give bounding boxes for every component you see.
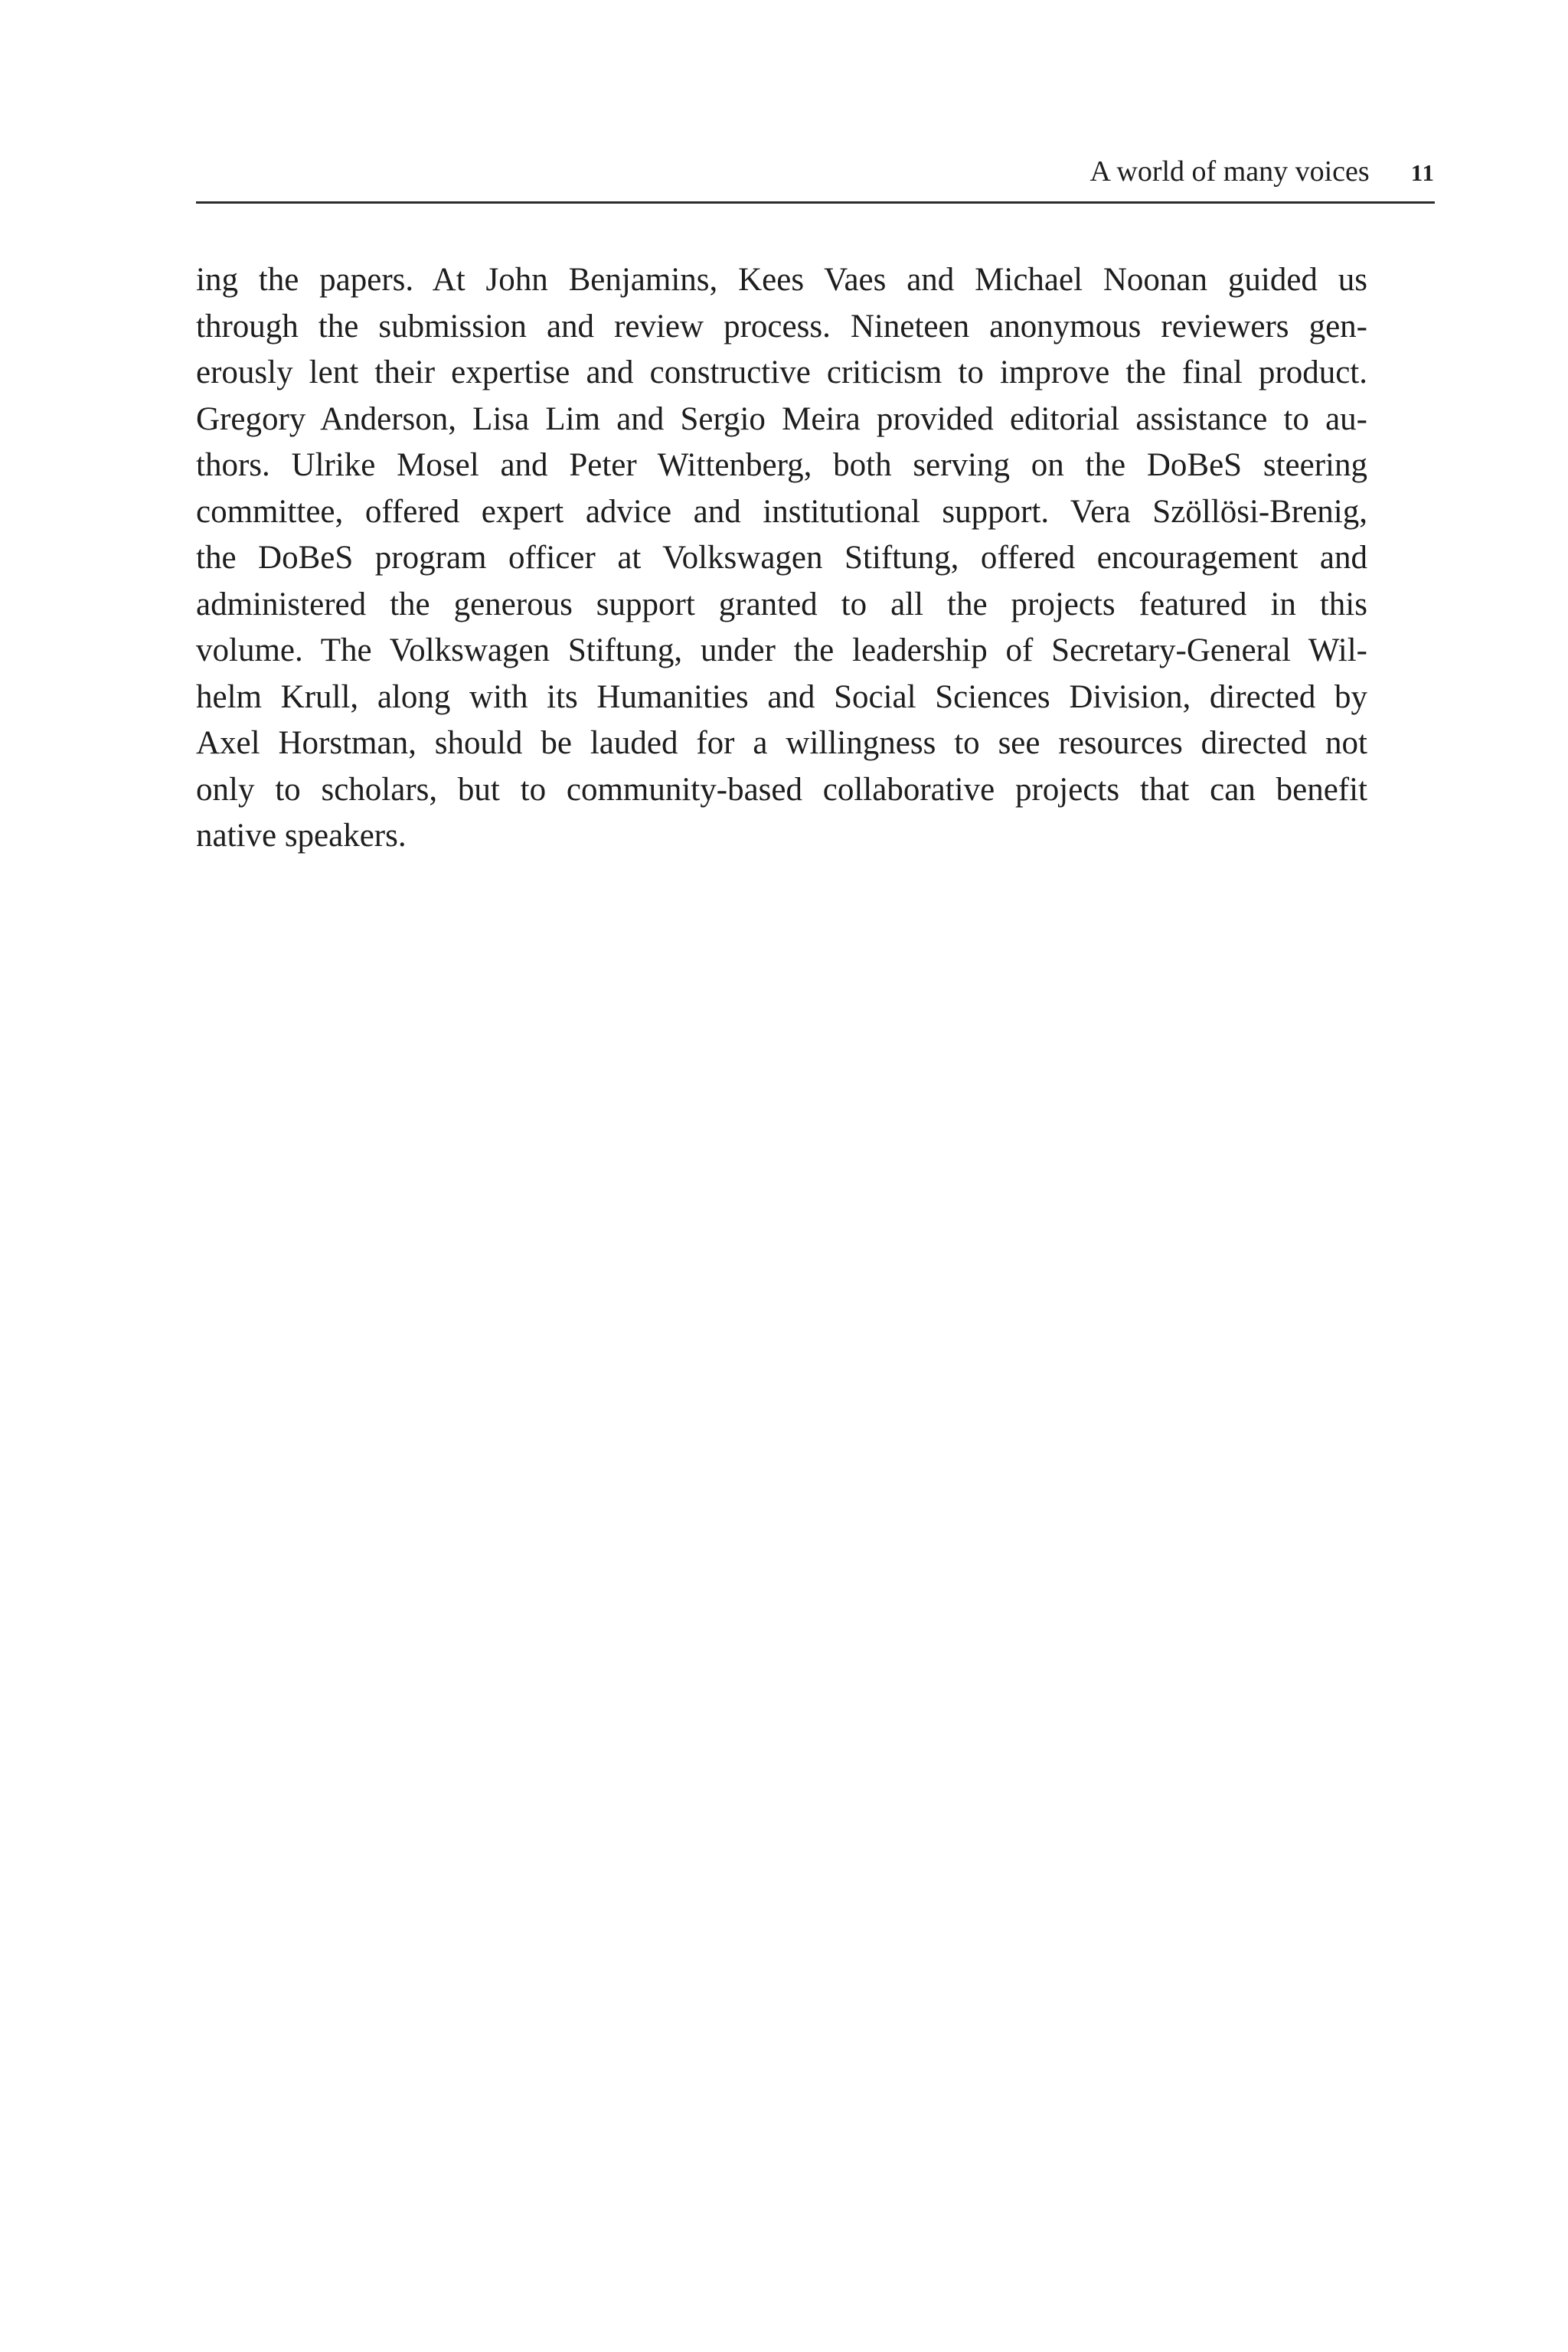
text-line: committee, offered expert advice and institutional support. Vera Szöllösi-Brenig, bbox=[196, 493, 1367, 530]
text-line: administered the generous support granted to all the projects featured in this bbox=[196, 586, 1367, 622]
text-line: Axel Horstman, should be lauded for a willingness to see resources directed not bbox=[196, 725, 1367, 761]
text-line: volume. The Volkswagen Stiftung, under the leadership of Secretary-General Wil- bbox=[196, 632, 1367, 668]
text-line: Gregory Anderson, Lisa Lim and Sergio Meira provided editorial assistance to au- bbox=[196, 400, 1367, 437]
text-line: native speakers. bbox=[196, 818, 407, 854]
running-title: A world of many voices bbox=[1089, 155, 1370, 188]
text-line: helm Krull, along with its Humanities and Social Sciences Division, directed by bbox=[196, 678, 1367, 715]
text-line: ing the papers. At John Benjamins, Kees Vaes and Michael Noonan guided us bbox=[196, 262, 1367, 298]
running-header bbox=[196, 150, 1435, 193]
body-paragraph bbox=[196, 257, 1367, 860]
page-number: 11 bbox=[1410, 159, 1435, 186]
text-line: through the submission and review process. Nineteen anonymous reviewers gen- bbox=[196, 308, 1367, 345]
text-line: erously lent their expertise and constructive criticism to improve the final product. bbox=[196, 354, 1367, 390]
text-line: thors. Ulrike Mosel and Peter Wittenberg, both serving on the DoBeS steering bbox=[196, 447, 1367, 483]
header-rule bbox=[196, 201, 1435, 204]
text-line: the DoBeS program officer at Volkswagen Stiftung, offered encouragement and bbox=[196, 540, 1367, 576]
text-line: only to scholars, but to community-based collaborative projects that can benefit bbox=[196, 771, 1367, 808]
